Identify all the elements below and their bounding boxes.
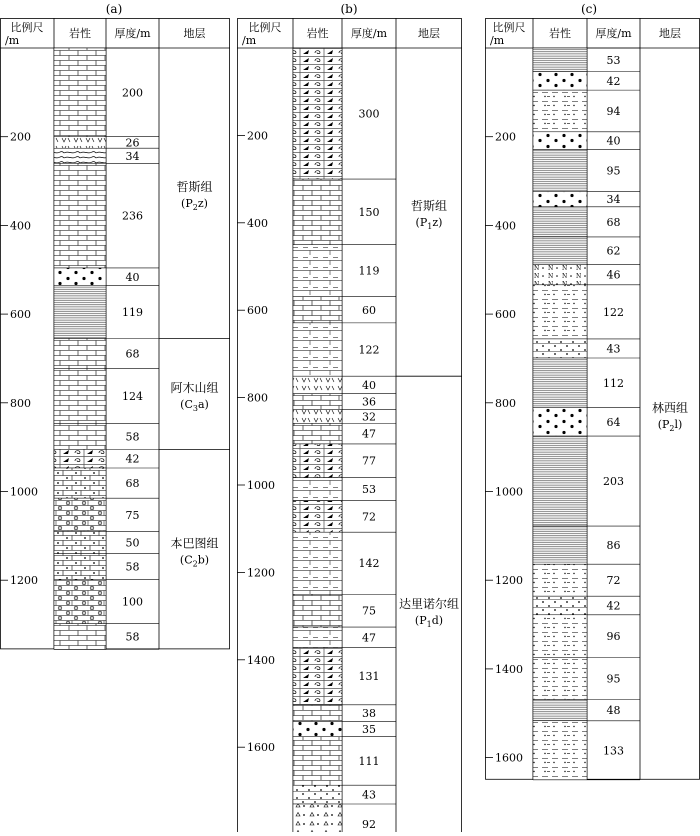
scale-tick-label: 400 [247,216,268,230]
lithology-layer [54,498,106,531]
thickness-label: 68 [606,215,621,229]
lithology-layer [293,627,342,648]
thickness-label: 43 [362,788,376,802]
thickness-label: 34 [125,149,140,163]
thickness-label: 119 [358,264,380,278]
thickness-label: 42 [606,599,621,613]
scale-tick-label: 1000 [10,485,38,499]
header-scale: 比例尺 [10,21,44,34]
lithology-layer [293,785,342,804]
lithology-layer [533,564,587,596]
formation-code: $(P_2l)$ [657,417,683,433]
lithology-layer [533,72,587,91]
scale-tick-label: 400 [495,219,516,233]
lithology-layer [533,48,587,72]
lithology-layer [54,369,106,424]
thickness-label: 75 [362,604,376,618]
thickness-label: 43 [606,342,621,356]
formation-name: 阿木山组 [170,380,219,395]
lithology-layer [533,436,587,526]
scale-tick-label: 200 [247,129,268,143]
thickness-label: 46 [606,268,621,282]
lithology-layer [293,721,342,736]
lithology-layer [54,424,106,450]
thickness-label: 96 [606,630,621,644]
lithology-layer [54,268,106,286]
lithology-layer [533,132,587,150]
thickness-label: 40 [606,134,621,148]
lithology-layer [293,48,342,179]
header-scale: 比例尺 [248,21,282,34]
header-scale-unit: /m [242,34,257,47]
lithology-layer [533,192,587,207]
thickness-label: 124 [122,390,143,404]
lithology-layer [293,444,342,478]
thickness-label: 58 [125,430,140,444]
thickness-label: 26 [125,136,140,150]
thickness-label: 36 [362,395,376,409]
formation-name: 林西组 [651,400,689,415]
thickness-label: 53 [362,483,376,497]
lithology-layer [293,245,342,297]
lithology-layer [533,408,587,436]
thickness-label: 32 [362,410,376,424]
lithology-layer [54,624,106,650]
header-formation: 地层 [183,27,206,40]
lithology-layer [533,700,587,721]
lithology-layer [293,179,342,245]
thickness-label: 72 [362,510,376,524]
lithology-layer [533,615,587,658]
lithology-layer [293,594,342,627]
panel-b-label: (b) [340,2,358,16]
header-thickness: 厚度/m [114,27,151,40]
column-b [237,18,462,832]
thickness-label: 40 [362,378,376,392]
panel-c-label: (c) [580,2,598,16]
scale-tick-label: 1600 [247,741,275,755]
thickness-label: 47 [362,427,376,441]
lithology-layer [293,297,342,323]
lithology-layer [293,394,342,410]
lithology-layer [54,449,106,468]
thickness-label: 94 [606,104,621,118]
scale-tick-label: 800 [10,396,31,410]
lithology-layer [533,285,587,339]
thickness-label: 95 [606,672,621,686]
lithology-layer [54,531,106,553]
thickness-label: 34 [606,193,621,207]
lithology-layer [293,532,342,594]
header-lithology: 岩性 [69,27,91,40]
thickness-label: 38 [362,707,376,721]
formation-code: $(C_3a)$ [180,397,209,413]
thickness-label: 119 [122,306,143,320]
formation-code: $(C_2b)$ [179,553,210,569]
column-a [0,18,230,649]
scale-tick-label: 1000 [247,479,275,492]
scale-tick-label: 1200 [495,574,523,588]
column-c [485,18,700,780]
header-lithology: 岩性 [549,27,571,40]
thickness-label: 95 [606,164,621,178]
lithology-layer [54,48,106,137]
formation-name: 哲斯组 [410,199,448,214]
scale-tick-label: 600 [247,304,268,318]
thickness-label: 200 [122,86,143,100]
scale-tick-label: 1000 [495,485,523,499]
scale-tick-label: 600 [10,308,31,322]
scale-tick-label: 200 [10,130,31,144]
lithology-layer [293,376,342,393]
formation-name: 本巴图组 [170,536,219,551]
lithology-layer [533,339,587,358]
header-formation: 地层 [659,27,681,40]
lithology-layer [54,148,106,163]
thickness-label: 62 [606,244,621,258]
thickness-label: 48 [606,704,621,718]
thickness-label: 58 [125,560,140,574]
lithology-layer [293,705,342,722]
formation-code: $(P_1z)$ [415,216,443,232]
thickness-label: 35 [362,723,376,737]
lithology-layer [293,737,342,786]
scale-tick-label: 1200 [247,566,275,580]
lithology-layer [54,338,106,368]
thickness-label: 100 [122,595,143,609]
lithology-layer [533,358,587,408]
scale-tick-label: 1400 [495,662,523,676]
formation-name: 哲斯组 [176,180,213,195]
thickness-label: 68 [125,347,140,361]
panel-a-label: (a) [105,2,123,16]
thickness-label: 50 [125,536,140,550]
lithology-layer [293,409,342,423]
scale-tick-label: 800 [495,396,516,410]
lithology-layer [293,804,342,832]
column-frame [238,19,462,833]
lithology-layer [293,323,342,376]
formation-name: 达里诺尔组 [398,597,460,612]
thickness-label: 42 [606,74,621,88]
lithology-layer [533,150,587,192]
thickness-label: 60 [362,303,376,317]
lithology-layer [533,721,587,780]
lithology-layer [533,657,587,699]
thickness-label: 72 [606,574,621,588]
scale-tick-label: 200 [495,130,516,144]
thickness-label: 236 [122,209,143,223]
lithology-layer [533,90,587,132]
thickness-label: 47 [362,631,376,645]
thickness-label: 131 [358,670,380,684]
thickness-label: 112 [603,376,624,390]
formation-code: $(P_1d)$ [414,614,444,630]
lithology-layer [533,207,587,237]
lithology-layer [54,163,106,268]
lithology-layer [533,264,587,284]
thickness-label: 86 [606,539,621,553]
thickness-label: 68 [125,477,140,491]
thickness-label: 203 [603,475,624,489]
lithology-layer [533,596,587,615]
formation-code: $(P_2z)$ [181,197,208,213]
lithology-layer [533,526,587,564]
header-formation: 地层 [418,27,440,40]
header-scale-unit: /m [5,34,20,47]
header-lithology: 岩性 [306,27,329,40]
lithology-layer [293,648,342,705]
thickness-label: 142 [358,557,380,571]
thickness-label: 40 [125,270,140,284]
scale-tick-label: 1400 [247,653,275,667]
column-frame [1,19,230,649]
thickness-label: 53 [606,53,621,67]
lithology-layer [54,554,106,580]
header-scale: 比例尺 [492,21,526,34]
scale-tick-label: 800 [247,391,268,405]
thickness-label: 122 [603,305,624,319]
lithology-layer [293,501,342,532]
lithology-layer [54,468,106,498]
thickness-label: 42 [125,452,140,466]
thickness-label: 111 [358,754,380,768]
scale-tick-label: 1600 [495,751,523,765]
lithology-layer [54,137,106,149]
scale-tick-label: 600 [495,308,516,322]
thickness-label: 75 [125,508,140,522]
thickness-label: 77 [362,454,376,468]
lithology-layer [293,478,342,501]
thickness-label: 133 [603,744,624,758]
lithology-layer [54,286,106,339]
lithology-layer [533,237,587,264]
header-thickness: 厚度/m [595,27,632,40]
thickness-label: 150 [358,205,380,219]
header-scale-unit: /m [490,34,505,47]
thickness-label: 300 [358,107,380,121]
header-thickness: 厚度/m [350,27,388,40]
scale-tick-label: 400 [10,219,31,233]
lithology-layer [293,423,342,444]
thickness-label: 92 [362,818,376,832]
lithology-layer [54,579,106,623]
scale-tick-label: 1200 [10,574,38,588]
thickness-label: 122 [358,343,380,357]
thickness-label: 58 [125,630,140,644]
thickness-label: 64 [606,415,621,429]
